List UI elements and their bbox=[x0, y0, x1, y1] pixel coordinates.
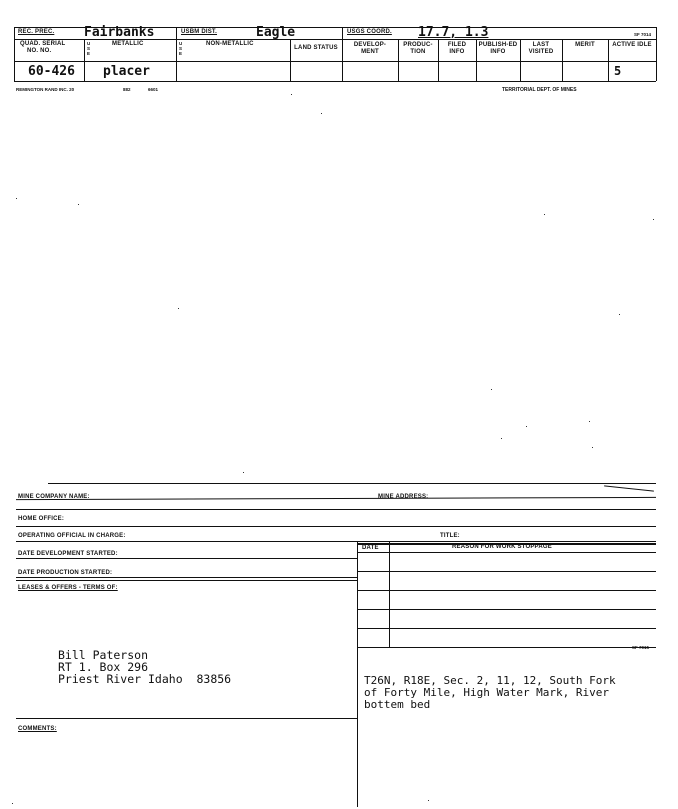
stray-mark bbox=[604, 485, 654, 491]
company-bottom-rule bbox=[16, 509, 656, 510]
date-row-rule bbox=[357, 571, 656, 572]
title-label: TITLE: bbox=[440, 533, 460, 539]
scan-speck bbox=[653, 219, 654, 220]
owner-street: RT 1. Box 296 bbox=[58, 660, 149, 674]
col-active-idle: ACTIVE IDLE bbox=[612, 42, 652, 48]
scan-speck bbox=[428, 800, 429, 801]
usgs-coord-value: 17.7, 1.3 bbox=[418, 25, 489, 40]
scan-speck bbox=[491, 389, 492, 390]
operating-official-rule bbox=[16, 541, 656, 542]
form-number: SF 7014 bbox=[634, 32, 652, 37]
usbm-dist-label: USBM DIST. bbox=[181, 29, 218, 35]
reason-label: REASON FOR WORK STOPPAGE bbox=[452, 544, 552, 550]
col-rule bbox=[342, 27, 343, 81]
record-active-idle: 5 bbox=[614, 64, 622, 78]
form-number-lower: SF 7015 bbox=[632, 645, 650, 650]
col-rule bbox=[476, 39, 477, 81]
scan-speck bbox=[291, 94, 292, 95]
date-header-rule bbox=[357, 552, 656, 553]
scan-speck bbox=[501, 438, 502, 439]
owner-city: Priest River Idaho 83856 bbox=[58, 672, 232, 686]
col-rule bbox=[520, 39, 521, 81]
center-divider bbox=[357, 541, 358, 807]
col-non-metallic: NON-METALLIC bbox=[206, 41, 254, 47]
record-quad-serial: 60-426 bbox=[28, 64, 75, 79]
col-rule bbox=[438, 39, 439, 81]
operating-official-label: OPERATING OFFICIAL IN CHARGE: bbox=[18, 533, 126, 539]
scan-speck bbox=[619, 314, 620, 315]
comments-label: COMMENTS: bbox=[18, 726, 57, 732]
col-rule bbox=[656, 27, 657, 81]
col-rule bbox=[398, 39, 399, 81]
prod-started-rule bbox=[16, 577, 357, 578]
col-published-info: PUBLISH-ED INFO bbox=[478, 42, 518, 55]
record-bottom-rule bbox=[14, 81, 656, 82]
location-description bbox=[364, 675, 616, 711]
agency-imprint: TERRITORIAL DEPT. OF MINES bbox=[502, 87, 577, 93]
location-line-3: bottem bed bbox=[364, 698, 431, 711]
scan-speck bbox=[12, 803, 13, 804]
scan-speck bbox=[243, 472, 244, 473]
col-metallic: METALLIC bbox=[112, 41, 144, 47]
date-row-rule bbox=[357, 590, 656, 591]
prod-started-label: DATE PRODUCTION STARTED: bbox=[18, 570, 113, 576]
col-production: PRODUC-TION bbox=[403, 42, 433, 55]
scan-speck bbox=[178, 308, 179, 309]
printer-imprint: REMINGTON RAND INC. 20 bbox=[16, 87, 75, 92]
usgs-coord-label: USGS COORD. bbox=[347, 29, 392, 35]
scan-speck bbox=[78, 204, 79, 205]
col-quad-serial-line2: NO. NO. bbox=[27, 48, 52, 54]
mine-address-label: MINE ADDRESS: bbox=[378, 494, 429, 500]
date-label: DATE bbox=[362, 545, 379, 551]
scan-speck bbox=[16, 198, 17, 199]
printer-code-2: 6601 bbox=[148, 87, 159, 92]
col-rule bbox=[290, 39, 291, 81]
usbm-dist-value: Eagle bbox=[256, 25, 296, 40]
scan-speck bbox=[589, 421, 590, 422]
rec-prec-label: REC. PREC. bbox=[18, 29, 55, 35]
owner-name: Bill Paterson bbox=[58, 648, 149, 662]
home-office-label: HOME OFFICE: bbox=[18, 516, 65, 522]
col-development: DEVELOP-MENT bbox=[353, 42, 387, 55]
col-rule bbox=[84, 39, 85, 81]
date-row-rule bbox=[357, 609, 656, 610]
leases-label: LEASES & OFFERS - TERMS OF: bbox=[18, 585, 118, 591]
dev-started-rule bbox=[16, 558, 357, 559]
scan-speck bbox=[544, 214, 545, 215]
location-line-1: T26N, R18E, Sec. 2, 11, 12, South Fork bbox=[364, 674, 616, 687]
scan-speck bbox=[321, 113, 322, 114]
date-col-divider bbox=[389, 541, 390, 647]
col-use-letters-nonmetallic: U S E bbox=[179, 41, 183, 56]
col-rule bbox=[176, 27, 177, 81]
mine-company-label: MINE COMPANY NAME: bbox=[18, 494, 90, 500]
prod-started-rule-2 bbox=[16, 580, 357, 581]
col-rule bbox=[562, 39, 563, 81]
date-row-rule bbox=[357, 647, 656, 648]
dev-started-label: DATE DEVELOPMENT STARTED: bbox=[18, 551, 118, 557]
printer-code-1: 882 bbox=[123, 87, 131, 92]
form-top-rule bbox=[48, 483, 656, 484]
record-metallic: placer bbox=[103, 64, 150, 79]
scan-speck bbox=[526, 426, 527, 427]
col-rule bbox=[14, 27, 15, 81]
location-line-2: of Forty Mile, High Water Mark, River bbox=[364, 686, 610, 699]
company-rule bbox=[16, 497, 656, 500]
col-rule bbox=[608, 39, 609, 81]
column-header-rule bbox=[14, 61, 656, 62]
rec-prec-value: Fairbanks bbox=[84, 25, 155, 40]
col-use-letters-metallic: U S E bbox=[87, 41, 91, 56]
comments-top-rule bbox=[16, 718, 357, 719]
scan-speck bbox=[592, 447, 593, 448]
home-office-rule bbox=[16, 526, 656, 527]
col-last-visited: LAST VISITED bbox=[528, 42, 554, 55]
col-merit: MERIT bbox=[575, 42, 595, 48]
owner-address bbox=[58, 649, 231, 685]
col-quad-serial-line1: QUAD. SERIAL bbox=[20, 41, 66, 47]
date-row-rule bbox=[357, 628, 656, 629]
col-land-status: LAND STATUS bbox=[294, 45, 338, 51]
col-filed-info: FILED INFO bbox=[447, 42, 467, 55]
